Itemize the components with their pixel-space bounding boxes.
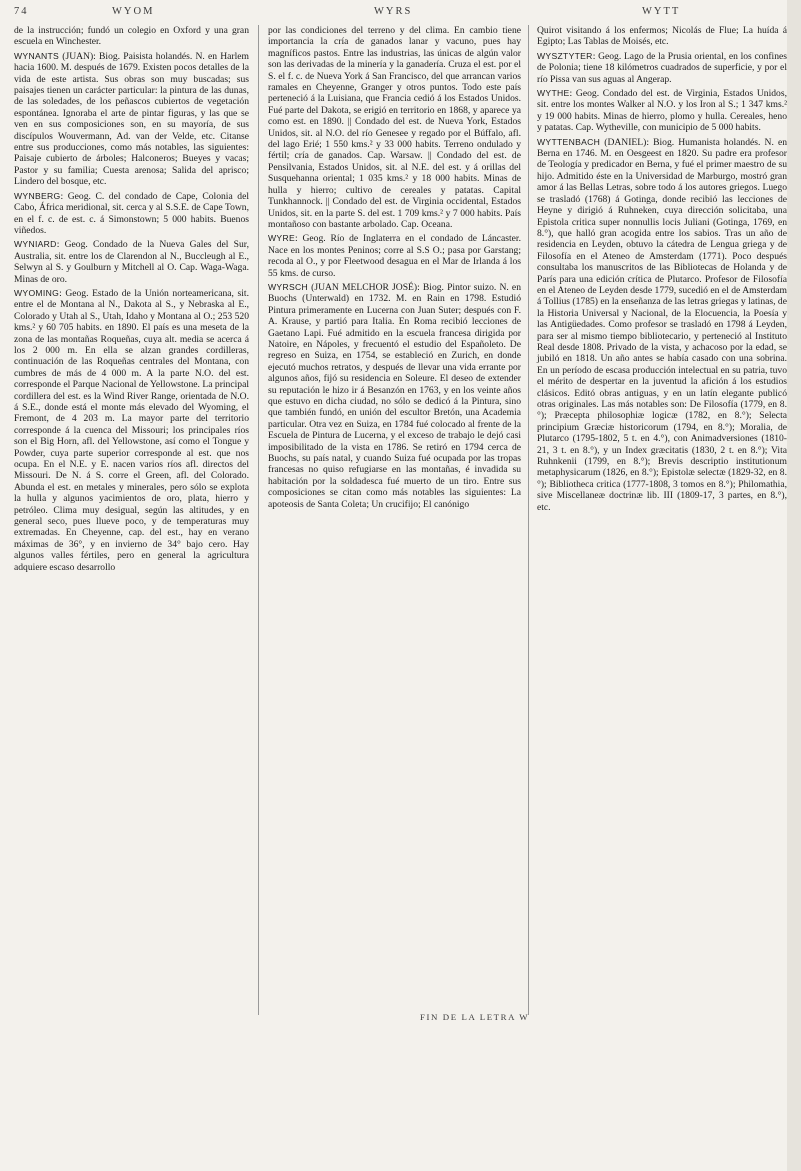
dictionary-entry	[14, 51, 249, 188]
guide-word-left: WYOM	[112, 6, 155, 17]
guide-word-center: WYRS	[374, 6, 413, 17]
page-edge	[787, 0, 801, 1171]
entry-text: Quirot visitando á los enfermos; Nicolás de Flue; La huída á Egipto; Las Tablas de Moisés, etc.	[537, 25, 787, 48]
entry-continuation	[537, 25, 787, 48]
entry-headword: WYRSCH	[268, 281, 308, 292]
entry-text: : Geog. Lago de la Prusia oriental, en los confines de Polonia; tiene 18 kilómetros cuadrados de superficie, y por el río Pissa van sus aguas al Angerap.	[537, 50, 787, 85]
entry-text: (DANIEL): Biog. Humanista holandés. N. en Berna en 1746. M. en Oesgeest en 1820. Su padre era profesor de Teología y predicador en Berna, y fué el primer maestro de su hijo. Admitido éste en la Universidad de Marburgo, mostró gran amor á las Bellas Letras, sobre todo á los autores griegos. Luego se trasladó (1768) á Gotinga, donde recibió las lecciones de Heyne y dirigió á Ruhneken, cuya dirección solicitaba, una Epistola critica super nonnullis locis Juliani (Gotinga, 1769, en 8.°), que halló gran acogida entre los sabios. Tras un año de residencia en Leyden, obtuvo la cátedra de Lengua griega y de Filosofía en el Ateneo de Amsterdam (1771). Poco después consultaba los manuscritos de las Bibliotecas de Holanda y de París para una edición crítica de Plutarco. Profesor de Filosofía en el Ateneo de Leyden desde 1779, sucedió en el de Amsterdam á Tollius (1785) en la enseñanza de las letras griegas y latinas, de la Historia Universal y Nacional, de la Elocuencia, la Poesía y las Antigüedades. Como profesor se trasladó en 1798 á Leyden, para ser al mismo tiempo bibliotecario, y perteneció al Instituto Real desde 1808. Privado de la vista, y achacoso por la edad, se jubiló en 1818. Un año antes se había casado con una sobrina. En un período de escasa producción intelectual en su patria, tuvo el mérito de despertar en la juventud la afición á los estudios clásicos. Editó obras antiguas, y en un latín elegante publicó otras originales. Las más notables son: De Filosofía (1779, en 8.°); Præcepta philosophiæ logicæ (1782, en 8.°); Selecta principium Græciæ historicorum (1794, en 8.°); Moralia, de Plutarco (1795-1802, 5 t. en 4.°), con Animadversiones (1810-21, 3 t. en 8.°), y un Index græcitatis (1830, 2 t. en 8.°); Vita Ruhnkenii (1799, en 8.°); Brevis descriptio institutionum metaphysicarum (1826, en 8.°); Epistolæ selectæ (1829-32, en 8.°); Bibliotheca critica (1777-1808, 3 tomos en 8.°); Philomathia, sive Miscellaneæ doctrinæ lib. III (1809-17, 3 partes, en 8.°), etc.	[537, 136, 787, 513]
entry-headword: WYOMING	[14, 287, 60, 298]
entry-headword: WYNIARD	[14, 239, 57, 250]
entry-text: (JUAN): Biog. Paisista holandés. N. en Harlem hacia 1600. M. después de 1679. Existen pocos detalles de la vida de este artista. Sus obras son muy buscadas; sus paisajes tienen un carácter particular: la pintura de las dunas, de las soledades, de los peñascos cubiertos de vegetación espontánea. Ignoraba el arte de pintar figuras, y las que se ven en sus composiciones son, en su mayoría, de sus discípulos Wouvermann, Ad. van der Velde, etc. Citanse entre sus producciones, como más notables, las siguientes: Paisaje cubierto de árboles; Halconeros; Bueyes y vacas; Pastor y su familia; Cuesta arenosa; Salida del aprisco; Lindero del bosque, etc.	[14, 50, 249, 188]
dictionary-entry	[268, 233, 521, 279]
dictionary-entry	[537, 137, 787, 513]
running-header	[14, 4, 784, 22]
dictionary-entry	[268, 282, 521, 510]
entry-text: por las condiciones del terreno y del clima. En cambio tiene importancia la cría de ganados lanar y vacuno, pues hay magníficos pastos. Entre las industrias, las únicas de algún valor son las derivadas de la minería y la ganadería. Cruza el est. por el S. el f. c. de Nueva York á San Francisco, del que arrancan varios ramales en Cheyenne, Granger y otros puntos. Todo este país perteneció á la Luisiana, que Francia cedió á los Estados Unidos. Fué parte del Dakota, se erigió en territorio en 1868, y aparece ya como est. en 1890. || Condado del est. de Nueva York, Estados Unidos, sit. al N.O. del río Genesee y regado por el Búffalo, afl. del lago Erié; 1 550 kms.² y 33 000 habits. Terreno ondulado y fértil; cría de ganados. Cap. Warsaw. || Condado del est. de Pensilvania, Estados Unidos, sit. al N.E. del est. y á orillas del Susquehanna oriental; 1 035 kms.² y 18 000 habits. Minas de hulla y hierro; cultivo de cereales y patatas. Capital Tunkhannock. || Condado del est. de Virginia occidental, Estados Unidos, sit. en la parte S. del est. 1 709 kms.² y 7 000 habits. País montañoso con bastante arbolado. Cap. Oceana.	[268, 25, 521, 230]
dictionary-entry	[14, 288, 249, 573]
guide-word-right: WYTT	[642, 6, 681, 17]
end-of-letter-note: FIN DE LA LETRA W	[420, 1012, 530, 1022]
entry-headword: WYTHE	[537, 88, 570, 99]
entry-text: : Geog. Estado de la Unión norteamericana, sit. entre el de Montana al N., Dakota al S., y Nebraska al E., Colorado y Utah al S., Utah, Idaho y Montana al O.; 253 520 kms.² y 60 705 habits. en 1890. El país es una meseta de la zona de las montañas Roqueñas, cuya alt. media se acerca á los 2 000 m. En ella se alzan grandes cordilleras, continuación de las Roqueñas centrales del Montana, con cumbres de más de 4 000 m. A la parte N.O. del est. corresponde el Parque Nacional de Yellowstone. La principal cordillera del est. es la Wind River Range, orientada de N.O. á S.E., donde está el monte más elevado del Wyoming, el Fremont, de 4 203 m. La mayor parte del territorio corresponde á la cuenca del Missouri; los principales ríos son el Big Horn, afl. del Yellowstone, así como el Tongue y Powder, cuya parte superior corresponde al est. que nos ocupa. En el N.E. y E. nacen varios ríos afl. directos del Missouri. De N. á S. corre el Green, afl. del Colorado. Abunda el est. en metales y minerales, pero sólo se explota la hulla y algunos yacimientos de oro, plata, hierro y petróleo. Clima muy desigual, según las altitudes, y en general seco, pues llueve poco, y de temperaturas muy extremadas. En Cheyenne, cap. del est., hay en verano máximas de 36°, y en invierno de 34° bajo cero. Hay algunos valles fértiles, pero en general la agricultura adquiere escaso desarrollo	[14, 287, 249, 573]
entry-text: : Geog. C. del condado de Cape, Colonia del Cabo, África meridional, sit. cerca y al S.S.E. de Cape Town, en el f. c. de est. c. á Simonstown; 5 000 habits. Buenos viñedos.	[14, 190, 249, 236]
entry-text: : Geog. Condado de la Nueva Gales del Sur, Australia, sit. entre los de Clarendon al N., Buccleugh al E., Selwyn al S. y Goulburn y Mitchell al O. Cap. Waga-Waga. Minas de oro.	[14, 239, 249, 285]
entry-text: (JUAN MELCHOR JOSÉ): Biog. Pintor suizo. N. en Buochs (Unterwald) en 1732. M. en Rain en 1798. Estudió Pintura primeramente en Lucerna con Juan Suter; después con F. A. Krause, y partió para Italia. En Roma recibió lecciones de Gaetano Lapi. Fué admitido en la escuela francesa dirigida por Natoire, en Nápoles, y frecuentó el estudio del Españoleto. De regreso en Suiza, en 1754, se estableció en Zurich, en donde ejecutó muchos retratos, y después de llevar una vida errante por algunos años, fijó su residencia en Soleure. El deseo de extender su reputación le hizo ir á Besanzón en 1763, y en los veinte años que estuvo en dicha ciudad, no sólo se dedicó á la Pintura, sino que también fundó, en unión del escultor Bretón, una Academia particular. Otra vez en Suiza, en 1784 fué colocado al frente de la Escuela de Pintura de Lucerna, y el exceso de trabajo le dejó casi imposibilitado de la vista en 1786. Se retiró en 1794 cerca de Buochs, su país natal, y cuando Suiza fué ocupada por las tropas francesas no quiso refugiarse en las montañas, é invadida su habitación por la soldadesca fué muerto de un tiro. Entre sus composiciones se citan como más notables las siguientes: La apoteosis de Santa Coleta; Un crucifijo; El canónigo	[268, 281, 521, 510]
text-column-2	[268, 25, 521, 513]
column-divider	[528, 25, 529, 1015]
entry-headword: WYSZTYTER	[537, 50, 593, 61]
entry-text: de la instrucción; fundó un colegio en Oxford y una gran escuela en Winchester.	[14, 25, 249, 48]
dictionary-entry	[14, 239, 249, 285]
entry-continuation	[14, 25, 249, 48]
dictionary-entry	[537, 88, 787, 134]
dictionary-entry	[537, 51, 787, 85]
entry-text: : Geog. Condado del est. de Virginia, Estados Unidos, sit. entre los montes Walker al N.O. y los Iron al S.; 1 347 kms.² y 19 000 habits. Minas de hierro, plomo y hulla. Cereales, heno y patatas. Cap. Wytheville, con municipio de 5 000 habits.	[537, 88, 787, 134]
entry-headword: WYRE	[268, 233, 295, 244]
entry-text: : Geog. Río de Inglaterra en el condado de Láncaster. Nace en los montes Peninos; corre al S.S O.; pasa por Garstang; recoda al O., y por Fleetwood desagua en el Mar de Irlanda á los 55 kms. de curso.	[268, 233, 521, 279]
dictionary-entry	[14, 191, 249, 237]
entry-headword: WYNANTS	[14, 50, 60, 61]
page-number: 74	[14, 6, 29, 17]
entry-continuation	[268, 25, 521, 230]
entry-headword: WYTTENBACH	[537, 136, 601, 147]
entry-headword: WYNBERG	[14, 190, 61, 201]
text-column-1	[14, 25, 249, 576]
column-divider	[258, 25, 259, 1015]
text-column-3	[537, 25, 787, 516]
